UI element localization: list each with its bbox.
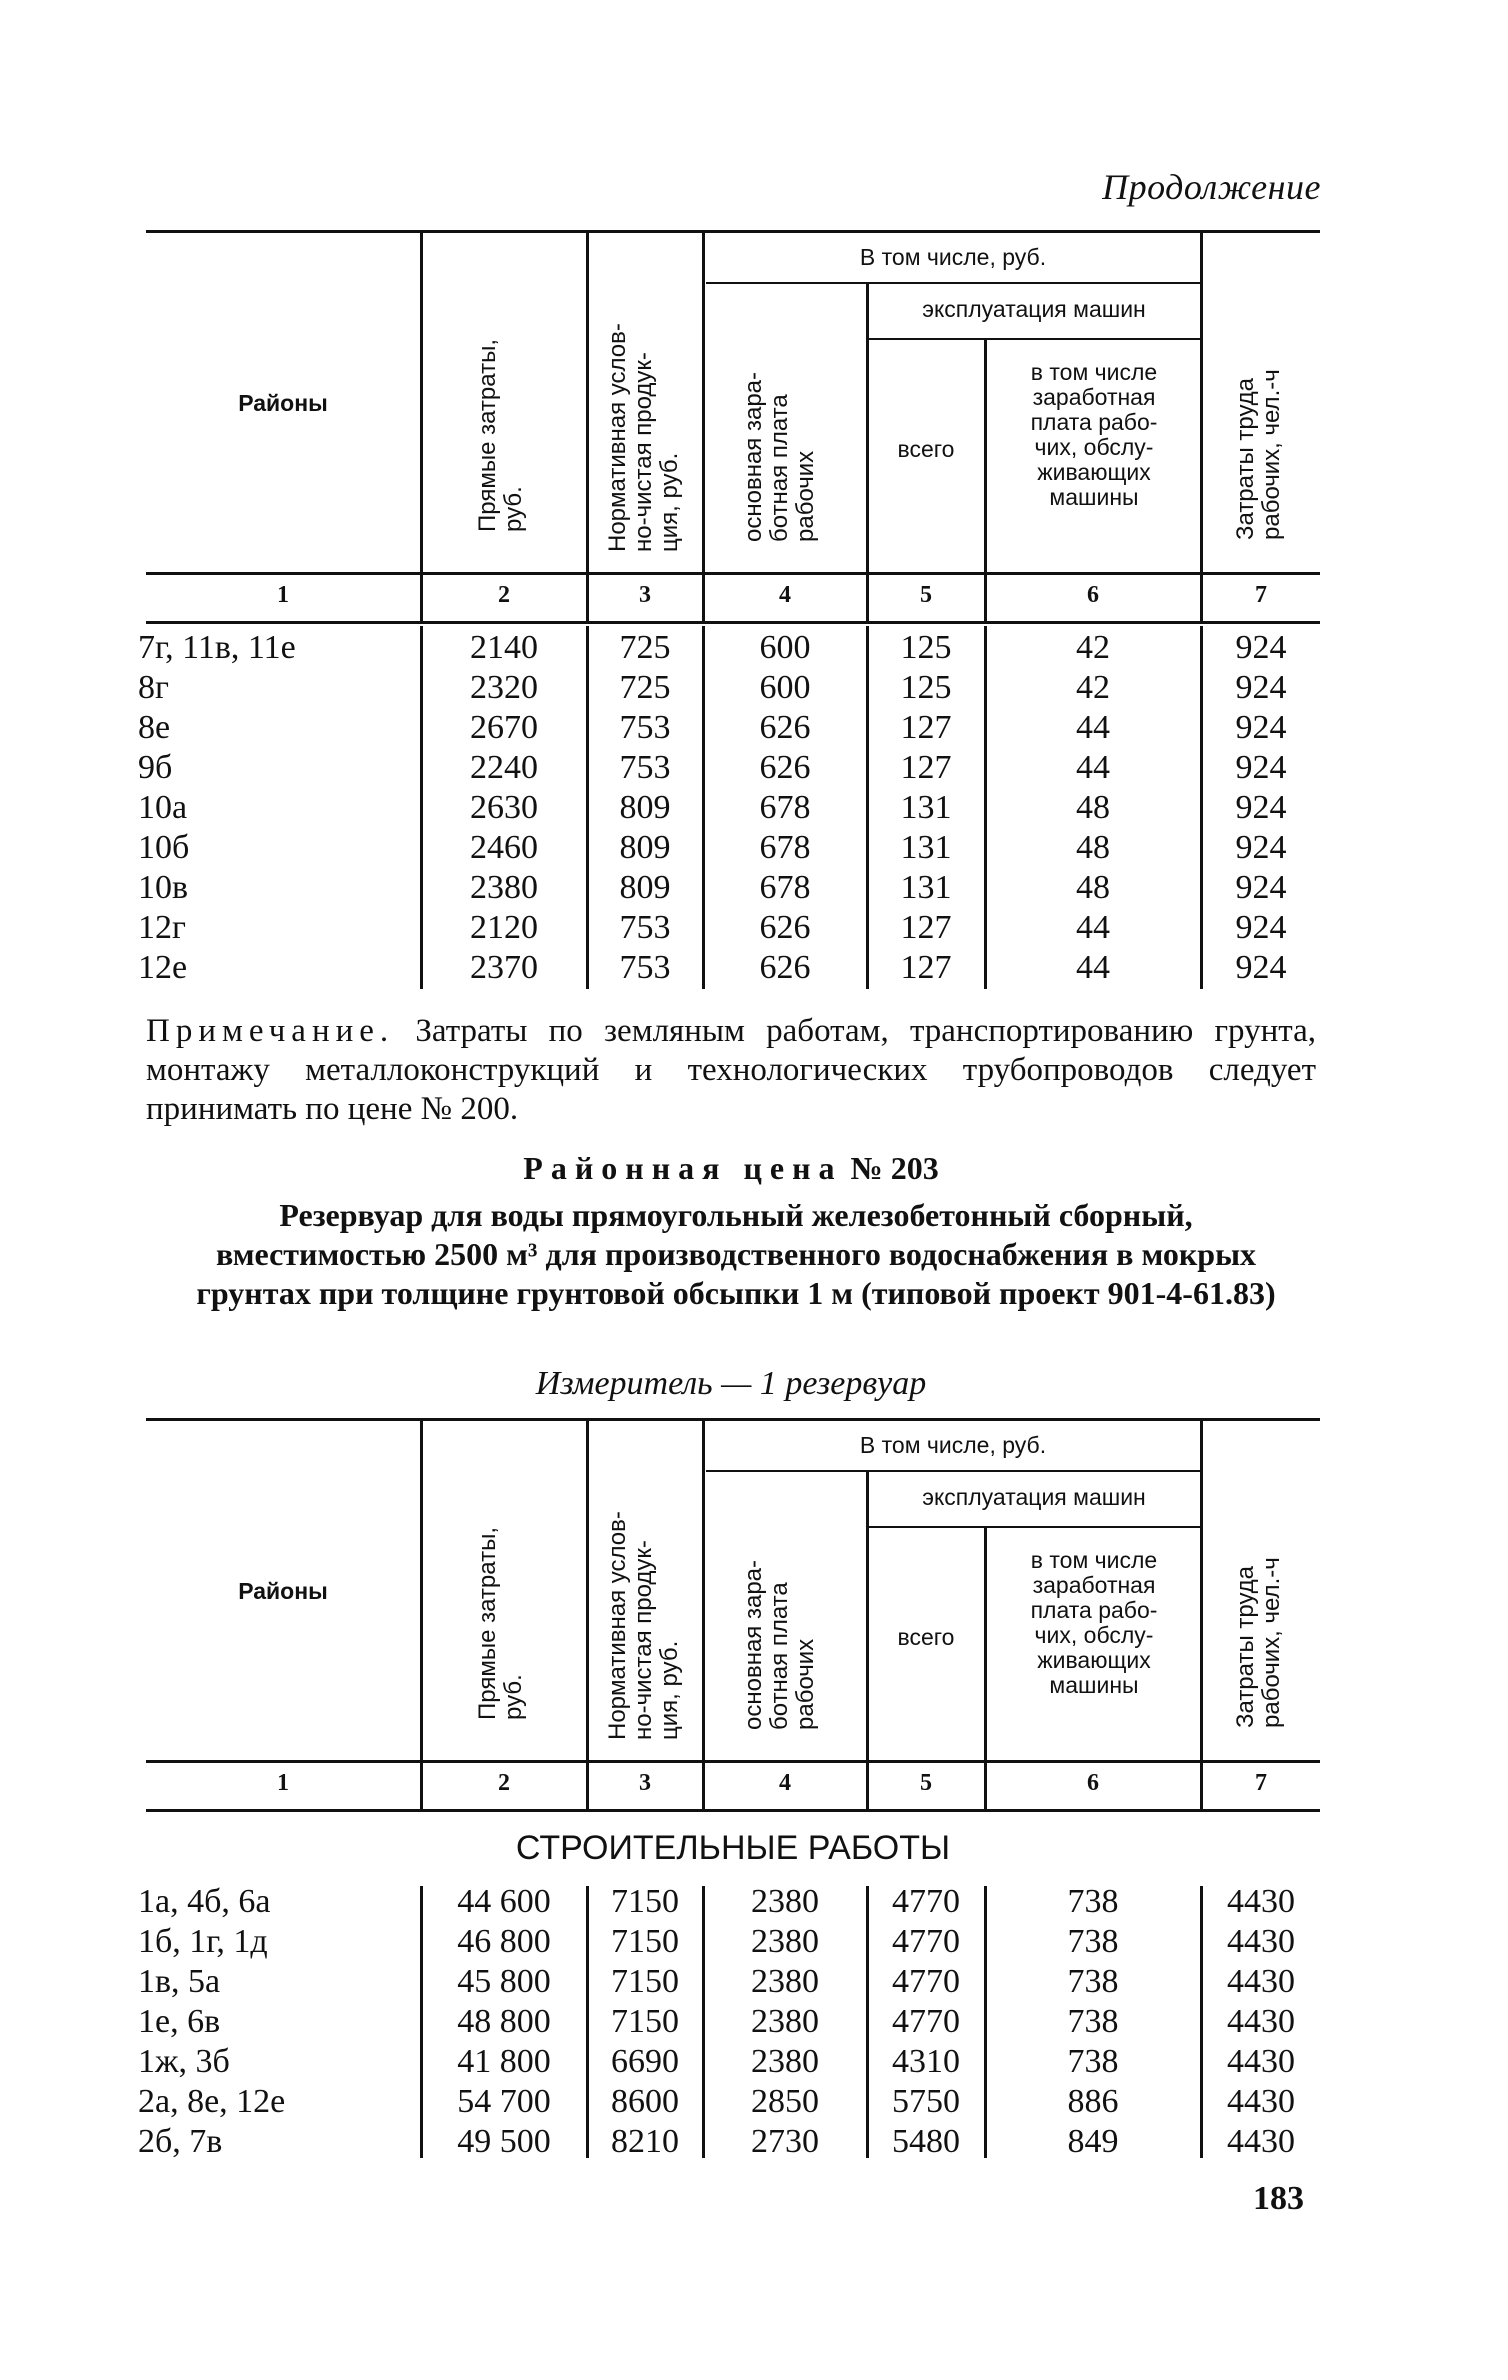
value-cell: 2380	[751, 2003, 819, 2040]
value-cell: 924	[1235, 949, 1287, 986]
value-cell: 738	[1067, 1883, 1119, 1920]
header-machine-wage: в том числе заработная плата рабо- чих, обслу- живающих машины	[1030, 1547, 1158, 1698]
value-cell: 7150	[611, 1963, 679, 2000]
header-direct-costs: Прямые затраты, руб.	[474, 1527, 527, 1720]
value-cell: 849	[1067, 2123, 1119, 2160]
region-cell: 1в, 5а	[138, 1963, 221, 2000]
value-cell: 127	[900, 709, 952, 746]
region-cell: 12е	[138, 949, 188, 986]
column-number: 4	[779, 582, 791, 608]
value-cell: 886	[1067, 2083, 1119, 2120]
value-cell: 678	[759, 829, 811, 866]
value-cell: 924	[1235, 629, 1287, 666]
value-cell: 924	[1235, 829, 1287, 866]
value-cell: 45 800	[457, 1963, 551, 2000]
value-cell: 4430	[1227, 2123, 1295, 2160]
header-direct-costs: Прямые затраты, руб.	[474, 339, 527, 532]
region-cell: 10в	[138, 869, 189, 906]
column-number: 2	[498, 1770, 510, 1796]
value-cell: 4430	[1227, 2043, 1295, 2080]
value-cell: 738	[1067, 2003, 1119, 2040]
value-cell: 42	[1076, 669, 1110, 706]
value-cell: 8210	[611, 2123, 679, 2160]
value-cell: 600	[759, 629, 811, 666]
value-cell: 127	[900, 749, 952, 786]
value-cell: 753	[619, 709, 671, 746]
value-cell: 5750	[892, 2083, 960, 2120]
value-cell: 2850	[751, 2083, 819, 2120]
header-regions: Районы	[238, 1578, 328, 1604]
value-cell: 809	[619, 829, 671, 866]
value-cell: 48 800	[457, 2003, 551, 2040]
value-cell: 2730	[751, 2123, 819, 2160]
value-cell: 127	[900, 949, 952, 986]
column-number: 7	[1255, 582, 1267, 608]
value-cell: 42	[1076, 629, 1110, 666]
measure-unit: Измеритель — 1 резервуар	[535, 1365, 927, 1402]
value-cell: 131	[900, 789, 952, 826]
column-number: 5	[920, 1770, 932, 1796]
value-cell: 44	[1076, 709, 1110, 746]
header-including: В том числе, руб.	[859, 244, 1047, 270]
column-number: 2	[498, 582, 510, 608]
value-cell: 49 500	[457, 2123, 551, 2160]
header-labor: Затраты труда рабочих, чел.-ч	[1232, 369, 1285, 540]
value-cell: 600	[759, 669, 811, 706]
value-cell: 4430	[1227, 1923, 1295, 1960]
value-cell: 44	[1076, 949, 1110, 986]
price-heading-word: Районная цена	[523, 1150, 843, 1186]
value-cell: 738	[1067, 1923, 1119, 1960]
header-normative-net: Нормативная услов- но-чистая продук- ция, руб.	[604, 1511, 683, 1740]
value-cell: 4430	[1227, 2083, 1295, 2120]
value-cell: 4770	[892, 2003, 960, 2040]
region-cell: 10б	[138, 829, 190, 866]
value-cell: 2120	[470, 909, 538, 946]
value-cell: 809	[619, 869, 671, 906]
value-cell: 48	[1076, 829, 1110, 866]
value-cell: 46 800	[457, 1923, 551, 1960]
value-cell: 725	[619, 669, 671, 706]
value-cell: 2380	[751, 1923, 819, 1960]
value-cell: 125	[900, 629, 952, 666]
note-label: Примечание.	[146, 1013, 395, 1049]
value-cell: 738	[1067, 1963, 1119, 2000]
value-cell: 626	[759, 709, 811, 746]
header-normative-net: Нормативная услов- но-чистая продук- ция, руб.	[604, 323, 683, 552]
value-cell: 924	[1235, 749, 1287, 786]
value-cell: 5480	[892, 2123, 960, 2160]
table-2	[138, 1418, 1320, 2160]
value-cell: 7150	[611, 2003, 679, 2040]
value-cell: 54 700	[457, 2083, 551, 2120]
value-cell: 753	[619, 909, 671, 946]
value-cell: 4770	[892, 1963, 960, 2000]
value-cell: 4770	[892, 1883, 960, 1920]
column-number: 4	[779, 1770, 791, 1796]
column-number: 3	[639, 582, 651, 608]
region-cell: 1а, 4б, 6а	[138, 1883, 271, 1920]
region-cell: 1е, 6в	[138, 2003, 221, 2040]
header-labor: Затраты труда рабочих, чел.-ч	[1232, 1557, 1285, 1728]
value-cell: 4430	[1227, 2003, 1295, 2040]
value-cell: 678	[759, 789, 811, 826]
value-cell: 626	[759, 909, 811, 946]
price-subtitle: Резервуар для воды прямоугольный железобетонный сборный, вместимостью 2500 м³ для производственного водоснабжения в мокрых грунтах при толщине грунтовой обсыпки 1 м (типовой проект 901-4-61.83)	[196, 1197, 1276, 1311]
header-including: В том числе, руб.	[859, 1432, 1047, 1458]
value-cell: 4770	[892, 1923, 960, 1960]
header-total: всего	[897, 1624, 955, 1650]
value-cell: 131	[900, 829, 952, 866]
region-cell: 2а, 8е, 12е	[138, 2083, 286, 2120]
value-cell: 44	[1076, 749, 1110, 786]
continuation-label: Продолжение	[1102, 167, 1321, 207]
value-cell: 44	[1076, 909, 1110, 946]
value-cell: 626	[759, 749, 811, 786]
header-total: всего	[897, 436, 955, 462]
column-number: 6	[1087, 1770, 1099, 1796]
value-cell: 4430	[1227, 1963, 1295, 2000]
region-cell: 1ж, 3б	[138, 2043, 230, 2080]
region-cell: 12г	[138, 909, 186, 946]
price-heading-number: № 203	[850, 1150, 939, 1186]
table-1	[138, 230, 1320, 990]
region-cell: 8е	[138, 709, 171, 746]
value-cell: 2380	[751, 1883, 819, 1920]
region-cell: 8г	[138, 669, 169, 706]
value-cell: 2380	[470, 869, 538, 906]
column-number: 6	[1087, 582, 1099, 608]
value-cell: 2320	[470, 669, 538, 706]
value-cell: 2140	[470, 629, 538, 666]
column-number: 3	[639, 1770, 651, 1796]
value-cell: 48	[1076, 869, 1110, 906]
region-cell: 9б	[138, 749, 173, 786]
column-number: 1	[277, 582, 289, 608]
price-heading	[146, 1150, 1316, 1187]
value-cell: 41 800	[457, 2043, 551, 2080]
value-cell: 131	[900, 869, 952, 906]
value-cell: 678	[759, 869, 811, 906]
region-cell: 1б, 1г, 1д	[138, 1923, 268, 1960]
header-regions: Районы	[238, 390, 328, 416]
value-cell: 6690	[611, 2043, 679, 2080]
value-cell: 2630	[470, 789, 538, 826]
value-cell: 2380	[751, 2043, 819, 2080]
value-cell: 127	[900, 909, 952, 946]
value-cell: 924	[1235, 869, 1287, 906]
value-cell: 738	[1067, 2043, 1119, 2080]
value-cell: 125	[900, 669, 952, 706]
header-machine-operation: эксплуатация машин	[922, 1484, 1146, 1510]
value-cell: 4310	[892, 2043, 960, 2080]
value-cell: 44 600	[457, 1883, 551, 1920]
region-cell: 10а	[138, 789, 188, 826]
region-cell: 7г, 11в, 11е	[138, 629, 296, 666]
column-number: 1	[277, 1770, 289, 1796]
value-cell: 2460	[470, 829, 538, 866]
header-base-wage: основная зара- ботная плата рабочих	[740, 371, 819, 542]
value-cell: 7150	[611, 1923, 679, 1960]
column-number: 7	[1255, 1770, 1267, 1796]
value-cell: 48	[1076, 789, 1110, 826]
value-cell: 2380	[751, 1963, 819, 2000]
value-cell: 753	[619, 749, 671, 786]
header-machine-operation: эксплуатация машин	[922, 296, 1146, 322]
value-cell: 809	[619, 789, 671, 826]
value-cell: 8600	[611, 2083, 679, 2120]
value-cell: 924	[1235, 669, 1287, 706]
value-cell: 2370	[470, 949, 538, 986]
header-base-wage: основная зара- ботная плата рабочих	[740, 1559, 819, 1730]
section-heading: СТРОИТЕЛЬНЫЕ РАБОТЫ	[515, 1829, 951, 1867]
value-cell: 4430	[1227, 1883, 1295, 1920]
region-cell: 2б, 7в	[138, 2123, 223, 2160]
note-text: Затраты по земляным работам, транспортированию грунта, монтажу металлоконструкций и технологических трубопроводов следует принимать по цене № 200.	[146, 1013, 1317, 1127]
value-cell: 924	[1235, 909, 1287, 946]
value-cell: 2240	[470, 749, 538, 786]
value-cell: 626	[759, 949, 811, 986]
value-cell: 7150	[611, 1883, 679, 1920]
value-cell: 725	[619, 629, 671, 666]
value-cell: 753	[619, 949, 671, 986]
value-cell: 924	[1235, 789, 1287, 826]
value-cell: 924	[1235, 709, 1287, 746]
note	[146, 1012, 1316, 1129]
header-machine-wage: в том числе заработная плата рабо- чих, обслу- живающих машины	[1030, 359, 1158, 510]
page-number: 183	[1253, 2180, 1304, 2217]
column-number: 5	[920, 582, 932, 608]
value-cell: 2670	[470, 709, 538, 746]
